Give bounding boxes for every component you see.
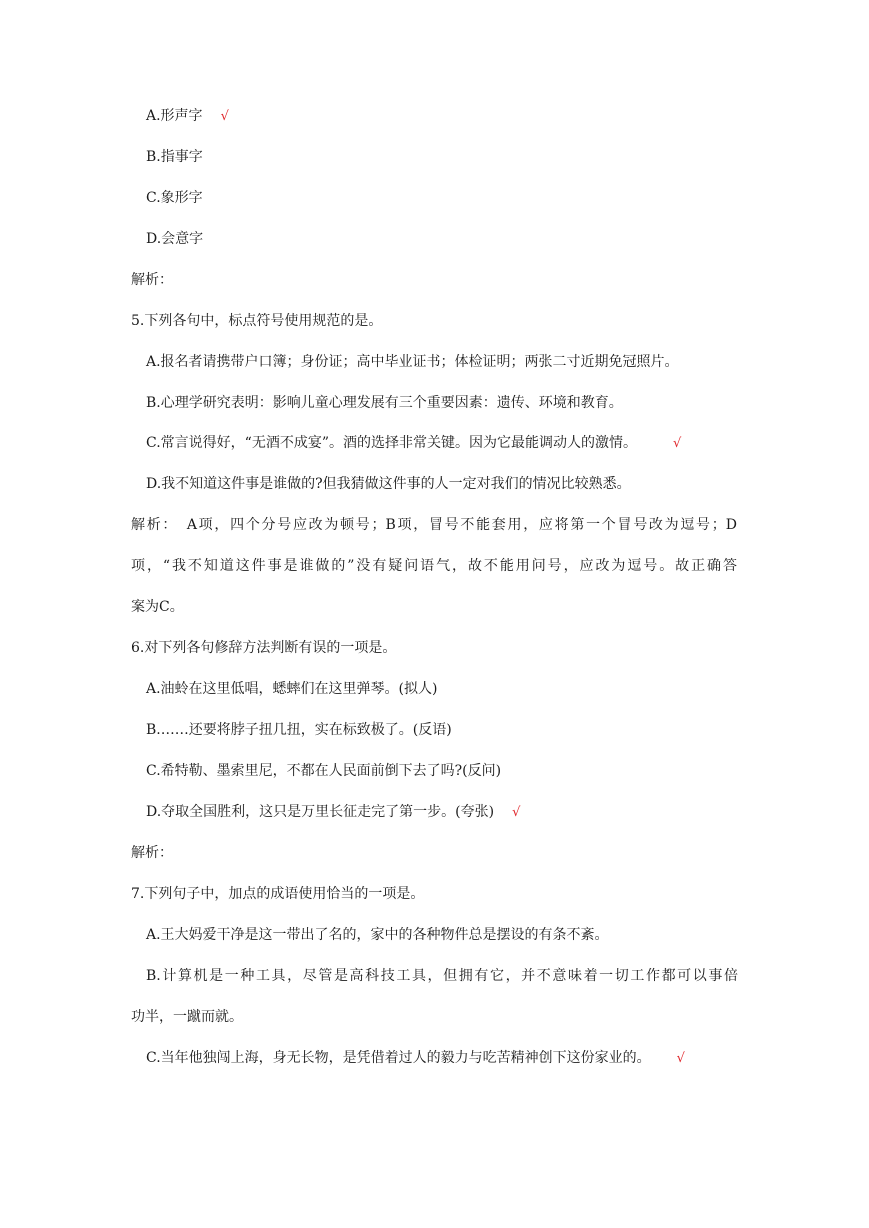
q4-analysis: 解析： [131, 272, 173, 288]
q5-option-c [146, 433, 681, 454]
q5-analysis-line-2: 项，“我不知道这件事是谁做的”没有疑问语气，故不能用问号，应改为逗号。故正确答 [131, 558, 737, 574]
option-text: C.常言说得好，“无酒不成宴”。酒的选择非常关键。因为它最能调动人的激情。 [146, 435, 637, 451]
correct-check-icon: √ [512, 805, 521, 820]
q6-option-c: C.希特勒、墨索里尼，不都在人民面前倒下去了吗?(反问) [146, 763, 502, 779]
q5-analysis-line-3: 案为C。 [131, 599, 184, 615]
q7-option-b-line-1: B.计算机是一种工具，尽管是高科技工具，但拥有它，并不意味着一切工作都可以事倍 [146, 968, 738, 984]
option-text: C.当年他独闯上海，身无长物，是凭借着过人的毅力与吃苦精神创下这份家业的。 [146, 1050, 651, 1066]
q6-option-d [146, 802, 520, 823]
q5-option-b: B.心理学研究表明：影响儿童心理发展有三个重要因素：遗传、环境和教育。 [146, 395, 623, 411]
correct-check-icon: √ [220, 109, 229, 124]
q6-option-b: B.……还要将脖子扭几扭，实在标致极了。(反语) [146, 722, 452, 738]
correct-check-icon: √ [672, 436, 682, 451]
q4-option-b: B.指事字 [146, 149, 203, 165]
q5-option-d: D.我不知道这件事是谁做的?但我猜做这件事的人一定对我们的情况比较熟悉。 [146, 476, 631, 492]
q4-option-a [146, 106, 229, 127]
q7-option-a: A.王大妈爱干净是这一带出了名的，家中的各种物件总是摆设的有条不紊。 [146, 927, 609, 943]
q7-stem: 7.下列句子中，加点的成语使用恰当的一项是。 [131, 886, 425, 902]
q5-option-a: A.报名者请携带户口簿；身份证；高中毕业证书；体检证明；两张二寸近期免冠照片。 [146, 354, 679, 370]
q4-option-c: C.象形字 [146, 190, 203, 206]
q4-option-d: D.会意字 [146, 231, 204, 247]
option-text: A.形声字 [146, 108, 203, 124]
q5-stem: 5.下列各句中，标点符号使用规范的是。 [131, 313, 383, 329]
q6-stem: 6.对下列各句修辞方法判断有误的一项是。 [131, 640, 397, 656]
q7-option-c [146, 1048, 685, 1069]
q6-analysis: 解析： [131, 845, 173, 861]
q7-option-b-line-2: 功半，一蹴而就。 [131, 1009, 243, 1025]
option-text: D.夺取全国胜利，这只是万里长征走完了第一步。(夸张) [146, 804, 495, 820]
q5-analysis-line-1: 解析： A项，四个分号应改为顿号；B项，冒号不能套用，应将第一个冒号改为逗号；D [131, 517, 737, 533]
q6-option-a: A.油蛉在这里低唱，蟋蟀们在这里弹琴。(拟人) [146, 681, 438, 697]
correct-check-icon: √ [676, 1051, 685, 1066]
